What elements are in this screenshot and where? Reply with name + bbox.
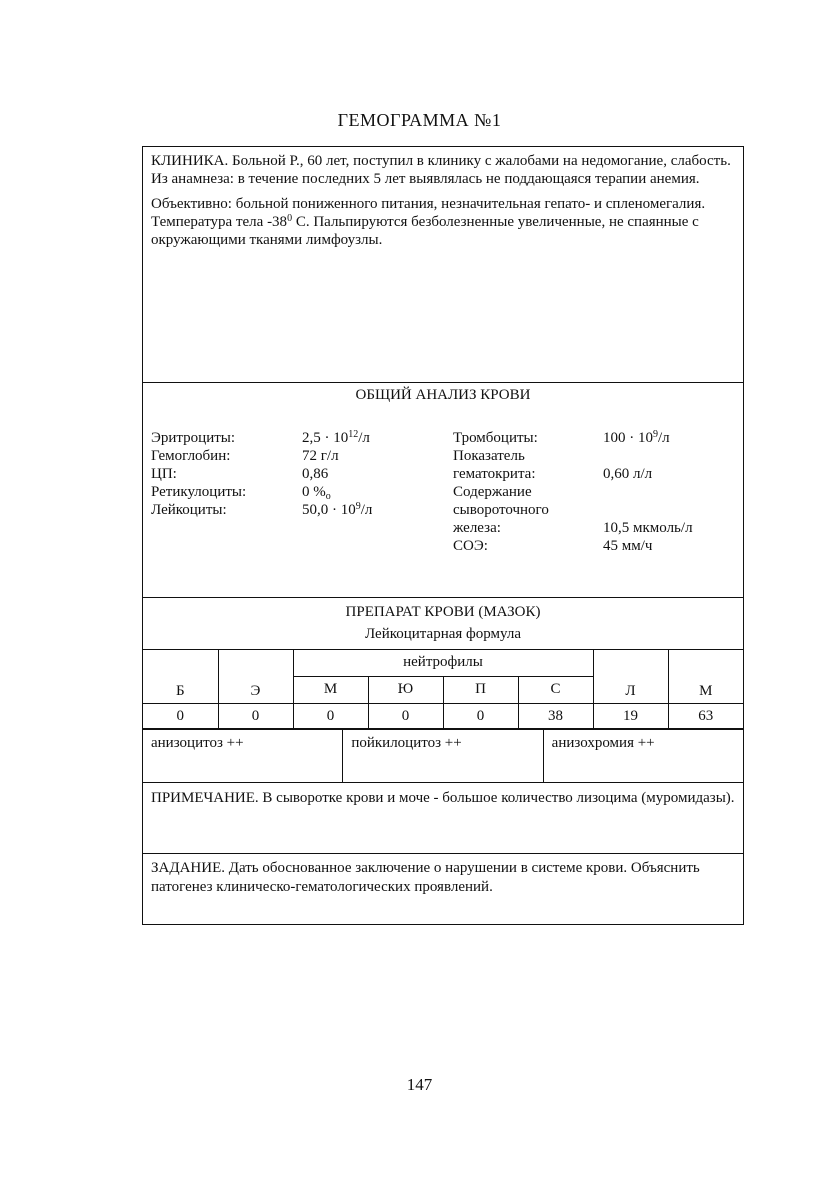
- smear-section: [143, 598, 743, 730]
- leukocyte-formula-table: [143, 650, 743, 729]
- leukocytes-label: Лейкоциты:: [151, 502, 227, 518]
- clinic-history: КЛИНИКА. Больной Р., 60 лет, поступил в клинику с жалобами на недомогание, слабость. Из анамнеза: в течение последних 5 лет выявлялась не поддающаяся терапии анемия.: [151, 153, 731, 187]
- reticulocytes-value: [302, 483, 331, 501]
- erythrocytes-value: [302, 429, 370, 447]
- platelets-number: 100 · 10: [603, 430, 653, 446]
- col-header: Э: [218, 650, 293, 704]
- hemoglobin-value: 72 г/л: [302, 448, 339, 464]
- table-cell: 63: [668, 704, 743, 729]
- cp-value: 0,86: [302, 466, 329, 482]
- table-cell: 0: [143, 704, 218, 729]
- note-section: ПРИМЕЧАНИЕ. В сыворотке крови и моче - большое количество лизоцима (муромидазы).: [143, 783, 743, 854]
- table-cell: 0: [293, 704, 368, 729]
- page-title: ГЕМОГРАММА №1: [337, 110, 502, 130]
- poikilocytosis: пойкилоцитоз ++: [343, 730, 543, 782]
- leukocytes-exp: 9: [355, 501, 361, 512]
- blood-analysis-section: [143, 383, 743, 598]
- hemoglobin-label: Гемоглобин:: [151, 448, 231, 464]
- erythrocytes-number: 2,5 · 10: [302, 430, 349, 446]
- iron-label-3: железа:: [453, 520, 501, 536]
- table-cell: 0: [368, 704, 443, 729]
- smear-header: [143, 598, 743, 650]
- leukocytes-value: [302, 501, 372, 519]
- table-cell: 0: [443, 704, 518, 729]
- platelets-unit: /л: [658, 430, 670, 446]
- anisochromia: анизохромия ++: [551, 735, 655, 751]
- iron-label-1: Содержание: [453, 484, 532, 500]
- hematocrit-label-1: Показатель: [453, 448, 525, 464]
- erythrocytes-label: Эритроциты:: [151, 430, 236, 446]
- col-header: Ю: [368, 676, 443, 703]
- smear-heading: ПРЕПАРАТ КРОВИ (МАЗОК): [345, 604, 541, 620]
- neutrophils-header: нейтрофилы: [293, 650, 593, 676]
- platelets-value: [603, 429, 670, 447]
- blood-analysis-heading: ОБЩИЙ АНАЛИЗ КРОВИ: [355, 387, 531, 403]
- hemogram-form: [142, 146, 744, 925]
- col-header: Б: [143, 650, 218, 704]
- table-row: [143, 704, 743, 729]
- hematocrit-value: 0,60 л/л: [603, 466, 653, 482]
- col-header: М: [293, 676, 368, 703]
- col-header: П: [443, 676, 518, 703]
- col-header: Л: [593, 650, 668, 704]
- clinic-objective-a: Объективно: больной пониженного питания, незначительная гепато- и спленомегалия. Температура тела -38: [151, 196, 706, 230]
- col-header: С: [518, 676, 593, 703]
- reticulocytes-number: 0 %: [302, 484, 326, 500]
- table-cell: 19: [593, 704, 668, 729]
- table-cell: 38: [518, 704, 593, 729]
- leukocyte-formula-heading: Лейкоцитарная формула: [364, 626, 522, 642]
- clinic-objective-b: С. Пальпируются безболезненные увеличенные, не спаянные с окружающими тканями лимфоузлы.: [151, 214, 699, 248]
- clinic-objective: [151, 195, 735, 249]
- platelets-exp: 9: [653, 429, 658, 440]
- cp-label: ЦП:: [151, 466, 177, 482]
- erythrocytes-exp: 12: [348, 429, 359, 440]
- task-section: ЗАДАНИЕ. Дать обоснованное заключение о нарушении в системе крови. Объяснить патогенез клиническо-гематологических проявлений.: [151, 860, 700, 895]
- esr-label: СОЭ:: [453, 538, 488, 554]
- table-cell: 0: [218, 704, 293, 729]
- reticulocytes-sub: о: [325, 491, 331, 502]
- reticulocytes-label: Ретикулоциты:: [151, 484, 247, 500]
- esr-value: 45 мм/ч: [603, 538, 653, 554]
- col-header: М: [668, 650, 743, 704]
- iron-value: 10,5 мкмоль/л: [603, 520, 693, 536]
- hematocrit-label-2: гематокрита:: [453, 466, 536, 482]
- clinic-degree: 0: [287, 213, 293, 224]
- page-number: 147: [406, 1075, 433, 1094]
- leukocytes-unit: /л: [360, 502, 373, 518]
- platelets-label: Тромбоциты:: [453, 430, 538, 446]
- leukocytes-number: 50,0 · 10: [302, 502, 356, 518]
- clinic-section: [143, 147, 743, 383]
- erythrocytes-unit: /л: [358, 430, 370, 446]
- iron-label-2: сывороточного: [453, 502, 549, 518]
- anisocytosis: анизоцитоз ++: [143, 730, 343, 782]
- morphology-section: [143, 730, 743, 783]
- morphology-row: [143, 730, 743, 782]
